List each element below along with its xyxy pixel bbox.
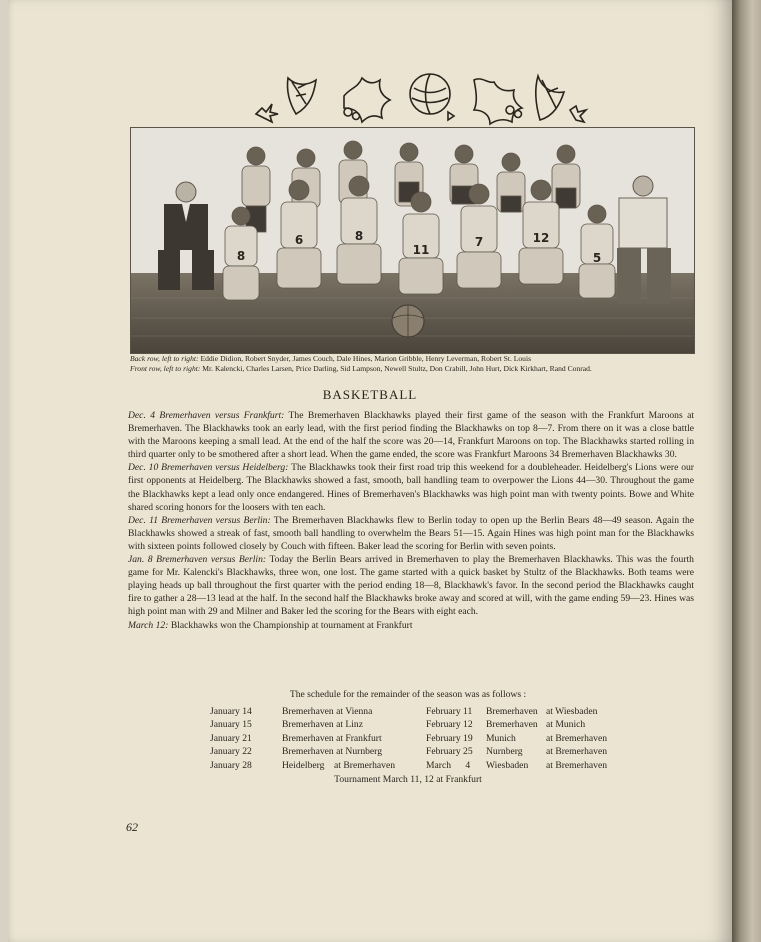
jersey-number: 12 (532, 231, 550, 245)
schedule-home: Bremerhaven (486, 706, 538, 717)
game-report-text: The Blackhawks took their first road trip this weekend for a doubleheader. Heidelberg's Lions were our first opponents at Heidelberg. The Blackhawks showed a fast, smooth, ball handling team to overpower the Lions 44—30. Throughout the game the Blackhawks kept a lead only once endangered. Hines of Bremerhaven's Blackhawks was high point man with twenty points. Bowe and White shared scoring honors for the loosers with ten each. (128, 462, 694, 513)
game-report (128, 409, 694, 461)
jersey-number: 7 (474, 235, 484, 249)
schedule-away: at Bremerhaven (546, 759, 607, 771)
jersey-number: 6 (294, 233, 304, 247)
game-report (128, 514, 694, 553)
schedule-date: February 19 (426, 732, 473, 744)
caption-front-label: Front row, left to right: (130, 364, 201, 373)
game-report-lead: Dec. 10 Bremerhaven versus Heidelberg: (128, 462, 289, 474)
section-heading: BASKETBALL (322, 387, 418, 402)
jersey-number: 8 (236, 249, 246, 263)
photo-caption (130, 354, 696, 374)
schedule-away: at Wiesbaden (546, 706, 598, 717)
schedule-row (426, 718, 607, 731)
schedule-date: January 15 (210, 719, 252, 731)
schedule-row (210, 745, 395, 758)
schedule-game: Heidelberg at Bremerhaven (282, 759, 396, 771)
game-report-lead: March 12: (128, 619, 169, 631)
game-report-lead: Dec. 4 Bremerhaven versus Frankfurt: (128, 410, 285, 421)
schedule-date: January 22 (210, 746, 252, 758)
schedule-game: Bremerhaven at Linz (282, 719, 363, 731)
tournament-note: Tournament March 11, 12 at Frankfurt (334, 774, 482, 785)
schedule-home: Nurnberg (486, 746, 523, 758)
schedule-game: Bremerhaven at Vienna (282, 706, 373, 717)
schedule-row (210, 759, 395, 772)
schedule-away: at Munich (546, 719, 586, 731)
jersey-number: 8 (354, 229, 364, 243)
schedule-row (426, 759, 607, 772)
schedule-row (210, 718, 395, 731)
game-report (128, 619, 694, 632)
game-report (128, 461, 694, 513)
schedule-away: at Bremerhaven (546, 732, 607, 744)
schedule-row (426, 705, 607, 718)
team-photo (130, 127, 695, 354)
caption-back-names: Eddie Didion, Robert Snyder, James Couch, Dale Hines, Marion Gribble, Henry Leverman, Robert St. Louis (200, 354, 532, 363)
schedule-row (426, 732, 607, 745)
game-report-text: The Bremerhaven Blackhawks played their first game of the season with the Frankfurt Maroons at Bremerhaven. The Blackhawks took an early lead, with the first period finding the Blackhawks on top 8—7. From there on it was a close battle with the Maroons keeping a small lead. At the end of the half the score was 20—14, Frankfurt Maroons on top. The Blackhawks started rolling in third quarter only to be smothered after a short lead. When the game ended, the score was Frankfurt Maroons 34 Bremerhaven Blackhawks 30. (128, 410, 695, 461)
schedule-date: February 11 (426, 706, 473, 717)
schedule-left-column (210, 705, 395, 772)
schedule-away: at Bremerhaven (546, 746, 607, 758)
schedule-row (426, 745, 607, 758)
schedule-game: Bremerhaven at Frankfurt (282, 732, 382, 744)
schedule-date: January 21 (210, 732, 252, 744)
jersey-number: 5 (592, 251, 602, 265)
schedule-row (210, 732, 395, 745)
game-reports (128, 409, 694, 632)
game-report (128, 553, 694, 618)
game-report-lead: Dec. 11 Bremerhaven versus Berlin: (128, 514, 271, 526)
schedule-date: January 14 (210, 706, 252, 717)
game-report-text: Today the Berlin Bears arrived in Bremerhaven to play the Bremerhaven Blackhawks. This was the fourth game for Mr. Kalencki's Blackhawks, three won, one lost. The game started with a quick basket by Stultz of the Blackhawks. Both teams were playing heads up ball throughout the first quarter with the period ending 18—8, Blackhawk's favor. In the second period the Blackhawks caught fire to gather a 28—13 lead at the half. In the second half the Blackhawks broke away and scored at will, with the game ending 59—23. Hines was high point man with 29 and Milner and Baker led the scoring for the Bears with eight each. (128, 554, 694, 618)
schedule-date: January 28 (210, 759, 252, 771)
schedule-home: Bremerhaven (486, 719, 538, 731)
schedule-home: Wiesbaden (486, 759, 529, 771)
schedule-date: February 25 (426, 746, 473, 758)
jersey-number: 11 (412, 243, 430, 257)
schedule-right-column (426, 705, 607, 772)
caption-back-label: Back row, left to right: (130, 354, 199, 363)
schedule-intro: The schedule for the remainder of the season was as follows : (289, 689, 527, 700)
schedule-home: Munich (486, 732, 516, 744)
page-number: 62 (126, 820, 138, 834)
game-report-text: The Bremerhaven Blackhawks flew to Berlin today to open up the Berlin Bears 48—49 season. Again the Blackhawks showed a streak of fast, smooth ball handling to overwhelm the Bears 51—15. Again Hines was high point man for the Blackhawks with sixteen points followed closely by Couch with fifteen. Baker lead the scoring for Berlin with seven points. (128, 514, 695, 552)
caption-front-names: Mr. Kalencki, Charles Larsen, Price Darling, Sid Lampson, Newell Stultz, Don Crabill, John Hurt, Dick Kirkhart, Rand Conrad. (202, 364, 592, 373)
adjacent-page-edge (732, 0, 761, 942)
schedule-game: Bremerhaven at Nurnberg (282, 746, 382, 758)
yearbook-page (8, 0, 732, 942)
game-report-lead: Jan. 8 Bremerhaven versus Berlin: (128, 554, 267, 566)
schedule-date: February 12 (426, 719, 473, 731)
schedule-date: March 4 (426, 759, 471, 771)
schedule-row (210, 705, 395, 718)
holly-ornament-icon (248, 66, 593, 126)
game-report-text: Blackhawks won the Championship at tournament at Frankfurt (168, 619, 413, 631)
